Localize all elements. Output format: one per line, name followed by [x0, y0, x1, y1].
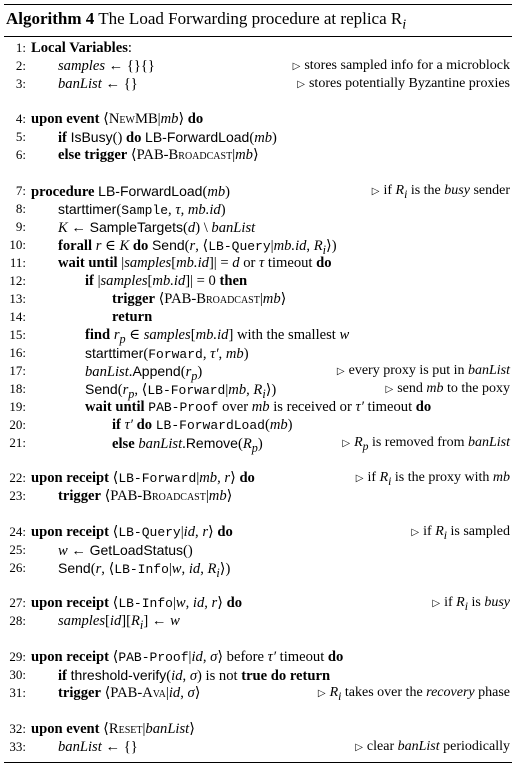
line-number: 14: — [9, 309, 26, 324]
line-code: trigger ⟨PAB-Ava|id, σ⟩ — [58, 685, 201, 701]
line-code: wait until |samples[mb.id]| = d or τ timeout do — [58, 255, 332, 271]
algorithm-title: The Load Forwarding procedure at replica R — [98, 9, 403, 28]
line-code: forall r ∈ K do Send(r, ⟨LB-Query|mb.id, $R_i⟩$) — [58, 237, 337, 257]
line-number: 29: — [9, 649, 26, 664]
algorithm-line — [4, 541, 512, 559]
algorithm-line — [4, 146, 512, 164]
algorithm-line — [4, 666, 512, 684]
line-code: Send(r, ⟨LB-Info|w, id, $R_i⟩$) — [58, 560, 231, 580]
comment-text: if $R_i$ is busy — [444, 595, 510, 613]
comment-text: every proxy is put in banList — [348, 363, 510, 378]
line-number: 27: — [9, 595, 26, 610]
line-comment — [293, 57, 510, 76]
line-code: banList ← {} — [58, 76, 138, 92]
algorithm-line — [4, 398, 512, 416]
line-code: if τ′ do LB-ForwardLoad(mb) — [112, 417, 293, 433]
line-number: 7: — [15, 183, 26, 198]
algorithm-line — [4, 648, 512, 666]
line-code: upon receipt ⟨LB-Forward|mb, r⟩ do — [31, 470, 255, 486]
algorithm-line — [4, 612, 512, 630]
line-number: 10: — [9, 237, 26, 252]
comment-text: stores potentially Byzantine proxies — [308, 76, 510, 91]
algorithm-line — [4, 344, 512, 362]
algorithm-line — [4, 272, 512, 290]
line-number: 1: — [15, 40, 26, 55]
algorithm-line — [4, 128, 512, 146]
line-number: 19: — [9, 399, 26, 414]
line-code: if |samples[mb.id]| = 0 then — [85, 273, 248, 289]
algorithm-line — [4, 380, 512, 401]
line-code: if IsBusy() do LB-ForwardLoad(mb) — [58, 129, 277, 146]
line-number: 9: — [15, 219, 26, 234]
line-comment — [337, 362, 510, 381]
line-code: find $r_p$ ∈ samples[mb.id] with the smallest w — [85, 327, 350, 346]
line-number: 2: — [15, 58, 26, 73]
algorithm-line — [4, 57, 512, 75]
comment-text: stores sampled info for a microblock — [304, 58, 510, 73]
line-code: upon receipt ⟨LB-Info|w, id, r⟩ do — [31, 595, 242, 611]
comment-text: clear banList periodically — [366, 739, 510, 754]
algorithm-line — [4, 469, 512, 487]
line-code: trigger ⟨PAB-Broadcast|mb⟩ — [112, 291, 287, 307]
algorithm-line — [4, 559, 512, 580]
comment-triangle-icon: ▷ — [432, 598, 441, 609]
comment-text: if $R_i$ is the busy sender — [383, 183, 510, 201]
algorithm-line — [4, 487, 512, 505]
line-code: if threshold-verify(id, σ) is not true do return — [58, 667, 331, 684]
line-code: $banList.Append(r_p)$ — [85, 363, 203, 383]
line-comment — [342, 434, 510, 456]
line-number: 28: — [9, 613, 26, 628]
line-number: 21: — [9, 435, 26, 450]
line-comment — [318, 684, 510, 706]
line-number: 20: — [9, 417, 26, 432]
line-number: 25: — [9, 542, 26, 557]
line-number: 23: — [9, 488, 26, 503]
algorithm-line — [4, 200, 512, 218]
line-code: return — [112, 309, 153, 325]
line-code: samples ← {}{} — [58, 58, 155, 74]
algorithm-line — [4, 182, 512, 200]
algorithm-line — [4, 110, 512, 128]
line-code: starttimer(Forward, τ′, mb) — [85, 345, 249, 362]
line-number: 17: — [9, 363, 26, 378]
algorithm-line — [4, 326, 512, 344]
line-comment — [355, 738, 510, 757]
comment-triangle-icon: ▷ — [292, 61, 301, 72]
algorithm-line — [4, 684, 512, 702]
line-number: 33: — [9, 739, 26, 754]
line-code: K ← SampleTargets(d) \ banList — [58, 219, 256, 236]
comment-triangle-icon: ▷ — [371, 186, 380, 197]
line-code: upon receipt ⟨LB-Query|id, r⟩ do — [31, 524, 233, 540]
line-code: w ← GetLoadStatus() — [58, 542, 193, 559]
algorithm-line — [4, 308, 512, 326]
line-code: procedure LB-ForwardLoad(mb) — [31, 183, 231, 200]
algorithm-line — [4, 362, 512, 383]
algorithm-title-subscript: i — [402, 16, 407, 33]
line-code: else trigger ⟨PAB-Broadcast|mb⟩ — [58, 147, 259, 163]
comment-triangle-icon: ▷ — [411, 527, 420, 538]
line-code: $samples[id][R_i]$ ← w — [58, 613, 180, 632]
line-number: 4: — [15, 111, 26, 126]
algorithm-line — [4, 218, 512, 236]
line-number: 32: — [9, 721, 26, 736]
line-number: 31: — [9, 685, 26, 700]
line-number: 8: — [15, 201, 26, 216]
line-number: 16: — [9, 345, 26, 360]
line-number: 30: — [9, 667, 26, 682]
algorithm-line — [4, 39, 512, 57]
line-number: 24: — [9, 524, 26, 539]
comment-triangle-icon: ▷ — [355, 742, 363, 753]
line-code: upon event ⟨Reset|banList⟩ — [31, 721, 195, 737]
bottom-rule — [4, 762, 512, 763]
line-number: 26: — [9, 560, 26, 575]
algorithm-line — [4, 75, 512, 93]
line-comment — [386, 380, 511, 399]
algorithm-label: Algorithm 4 — [6, 9, 95, 28]
line-code: trigger ⟨PAB-Broadcast|mb⟩ — [58, 488, 233, 504]
line-code: $Send(r_p$, ⟨LB-Forward|mb, $R_i⟩$) — [85, 381, 277, 401]
comment-text: $R_p$ is removed from banList — [354, 435, 510, 453]
line-number: 15: — [9, 327, 26, 342]
comment-triangle-icon: ▷ — [297, 79, 305, 90]
line-number: 22: — [9, 470, 26, 485]
algorithm-line — [4, 290, 512, 308]
algorithm-line — [4, 236, 512, 257]
comment-text: send mb to the poxy — [397, 381, 510, 396]
line-number: 13: — [9, 291, 26, 306]
comment-triangle-icon: ▷ — [317, 688, 326, 699]
algorithm-line — [4, 523, 512, 541]
line-number: 11: — [9, 255, 26, 270]
algorithm-line — [4, 416, 512, 434]
comment-triangle-icon: ▷ — [336, 366, 345, 377]
algorithm-line — [4, 720, 512, 738]
line-number: 18: — [9, 381, 26, 396]
algorithm-line — [4, 594, 512, 612]
line-comment — [297, 75, 510, 94]
line-code: upon receipt ⟨PAB-Proof|id, σ⟩ before τ′ timeout do — [31, 649, 344, 665]
line-code: starttimer(Sample, τ, mb.id) — [58, 201, 226, 218]
line-number: 5: — [15, 129, 26, 144]
top-rule — [4, 4, 512, 5]
comment-triangle-icon: ▷ — [385, 384, 394, 395]
algorithm-line — [4, 738, 512, 756]
line-code: banList ← {} — [58, 739, 138, 755]
algorithm-line — [4, 254, 512, 272]
line-code: upon event ⟨NewMB|mb⟩ do — [31, 111, 204, 127]
line-code: else $banList.Remove(R_p)$ — [112, 435, 263, 455]
comment-text: $R_i$ takes over the recovery phase — [329, 685, 510, 703]
algorithm-line — [4, 434, 512, 455]
algorithm-caption — [6, 9, 406, 33]
comment-triangle-icon: ▷ — [342, 438, 351, 449]
comment-text: if $R_i$ is sampled — [423, 524, 510, 542]
comment-text: if $R_i$ is the proxy with mb — [367, 470, 510, 488]
line-number: 3: — [15, 76, 26, 91]
line-number: 12: — [9, 273, 26, 288]
comment-triangle-icon: ▷ — [355, 473, 364, 484]
line-code: wait until PAB-Proof over mb is received or τ′ timeout do — [85, 399, 432, 415]
line-number: 6: — [15, 147, 26, 162]
line-code: Local Variables: — [31, 40, 132, 56]
caption-rule — [4, 36, 512, 37]
